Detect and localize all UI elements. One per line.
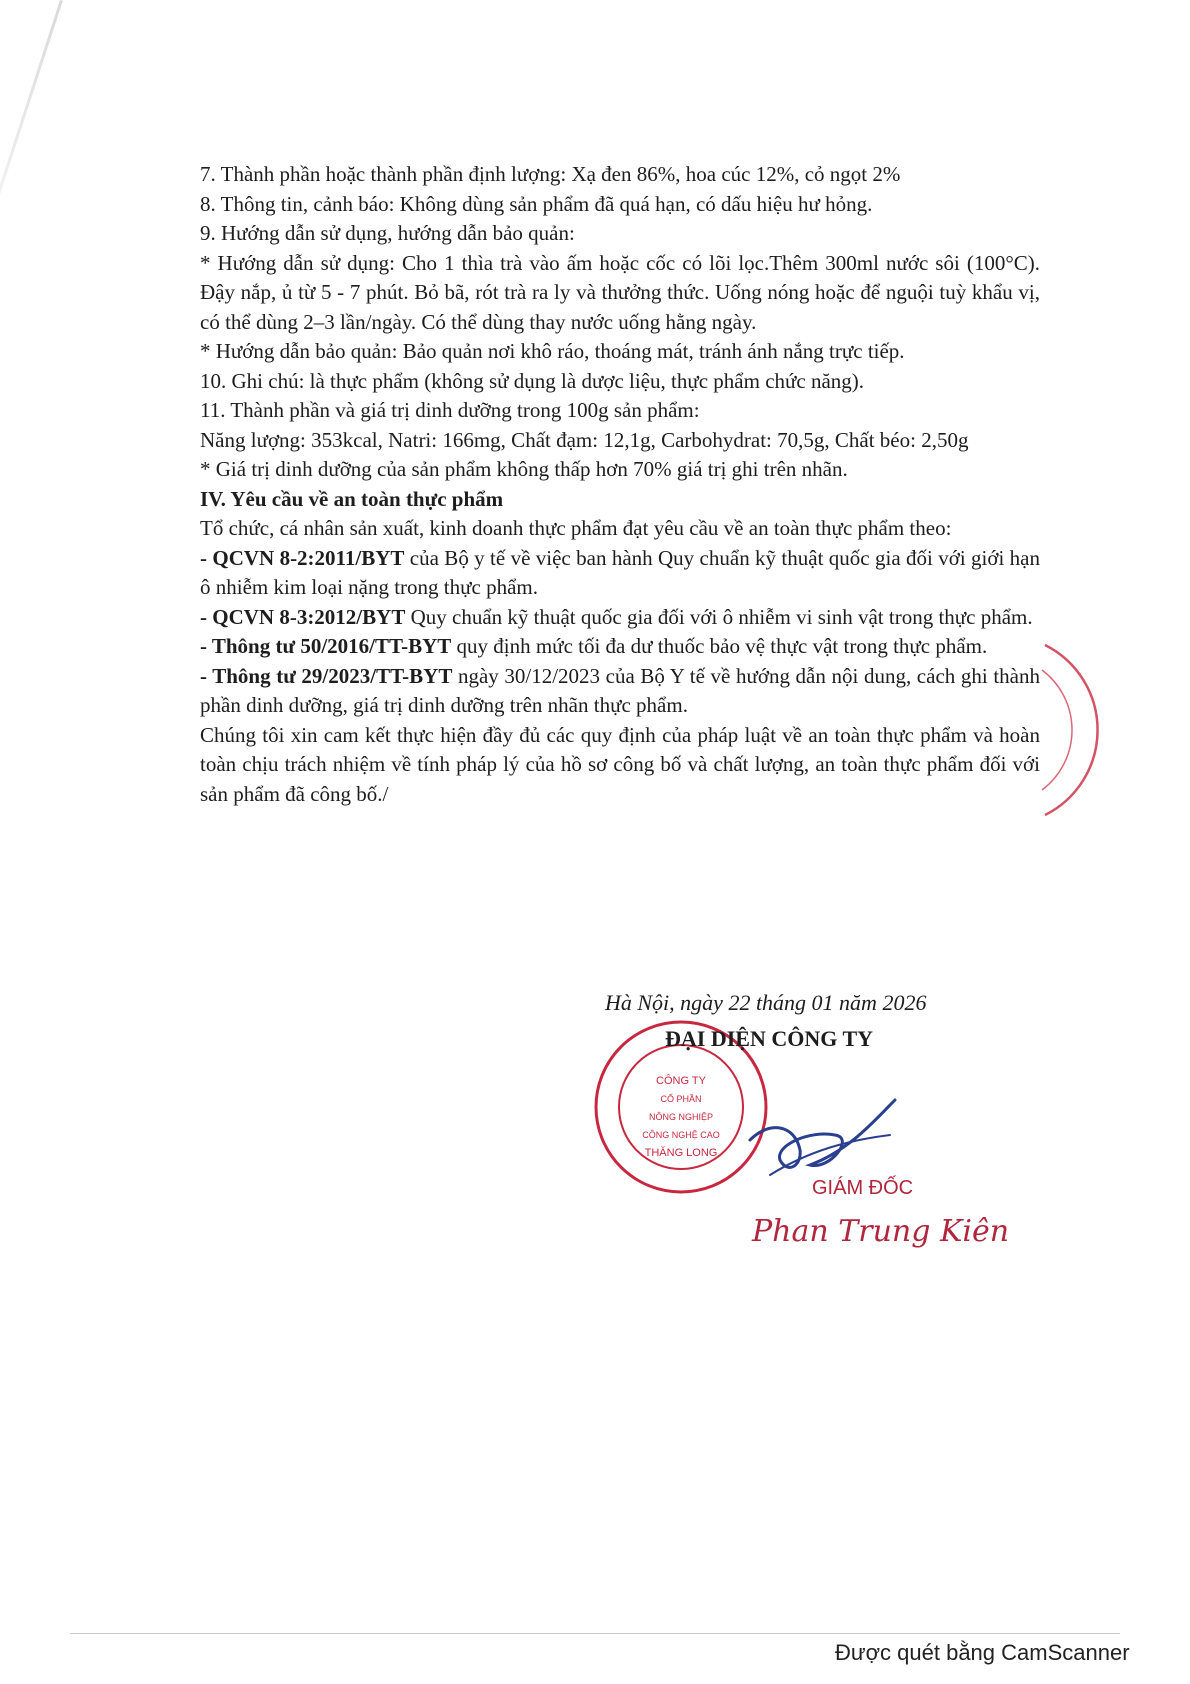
usage-instructions: * Hướng dẫn sử dụng: Cho 1 thìa trà vào ấm hoặc cốc có lõi lọc.Thêm 300ml nước sôi (100°C). Đậy nắp, ủ từ 5 - 7 phút. Bỏ bã, rót trà ra ly và thưởng thức. Uống nóng hoặc để nguội tuỳ khẩu vị, có thể dùng 2–3 lần/ngày. Có thể dùng thay nước uống hằng ngày. — [200, 250, 1040, 334]
scan-artifact-line — [0, 0, 63, 305]
regulation-code: - Thông tư 50/2016/TT-BYT — [200, 634, 452, 658]
item-10: 10. Ghi chú: là thực phẩm (không sử dụng là dược liệu, thực phẩm chức năng). — [200, 368, 865, 393]
regulation-text: ngày 30/12/2023 của Bộ Y tế về hướng dẫn nội dung, cách ghi thành phần dinh dưỡng, giá trị dinh dưỡng trên nhãn thực phẩm. — [200, 663, 1040, 717]
regulation-text: quy định mức tối đa dư thuốc bảo vệ thực vật trong thực phẩm. — [451, 634, 988, 658]
director-signature — [740, 1080, 900, 1190]
section-4-intro: Tổ chức, cá nhân sản xuất, kinh doanh thực phẩm đạt yêu cầu về an toàn thực phẩm theo: — [200, 516, 952, 540]
regulation-item — [200, 603, 1040, 633]
regulation-code: - Thông tư 29/2023/TT-BYT — [200, 663, 453, 688]
stamp-line: NÔNG NGHIỆP — [648, 1112, 714, 1122]
storage-instructions: * Hướng dẫn bảo quản: Bảo quản nơi khô ráo, thoáng mát, tránh ánh nắng trực tiếp. — [200, 339, 905, 363]
regulation-item — [200, 632, 1040, 662]
partial-seal-edge — [1040, 640, 1100, 820]
item-8: 8. Thông tin, cảnh báo: Không dùng sản phẩm đã quá hạn, có dấu hiệu hư hỏng. — [200, 191, 873, 216]
stamp-line: CÔNG NGHỆ CAO — [642, 1130, 720, 1140]
section-4-heading: IV. Yêu cầu về an toàn thực phẩm — [200, 486, 504, 511]
stamp-line: CÔNG TY — [656, 1075, 706, 1087]
nutrition-note: * Giá trị dinh dưỡng của sản phẩm không thấp hơn 70% giá trị ghi trên nhãn. — [200, 457, 848, 481]
document-body — [200, 160, 1040, 809]
regulation-code: - QCVN 8-3:2012/BYT — [200, 604, 406, 629]
stamp-line: THĂNG LONG — [644, 1147, 718, 1159]
item-11: 11. Thành phần và giá trị dinh dưỡng trong 100g sản phẩm: — [200, 398, 700, 422]
director-title: GIÁM ĐỐC — [812, 1177, 914, 1199]
footer-divider — [70, 1633, 1120, 1634]
item-7: 7. Thành phần hoặc thành phần định lượng: Xạ đen 86%, hoa cúc 12%, cỏ ngọt 2% — [200, 162, 901, 186]
nutrition-values: Năng lượng: 353kcal, Natri: 166mg, Chất đạm: 12,1g, Carbohydrat: 70,5g, Chất béo: 2,50g — [200, 427, 969, 452]
representative-title: ĐẠI DIỆN CÔNG TY — [665, 1026, 874, 1051]
regulation-text: của Bộ y tế về việc ban hành Quy chuẩn kỹ thuật quốc gia đối với giới hạn ô nhiễm kim loại nặng trong thực phẩm. — [200, 545, 1040, 599]
date-line: Hà Nội, ngày 22 tháng 01 năm 2026 — [605, 990, 927, 1015]
regulation-code: - QCVN 8-2:2011/BYT — [200, 545, 405, 570]
director-name: Phan Trung Kiên — [752, 1214, 1010, 1249]
item-9: 9. Hướng dẫn sử dụng, hướng dẫn bảo quản: — [200, 221, 575, 245]
commitment-paragraph: Chúng tôi xin cam kết thực hiện đầy đủ các quy định của pháp luật về an toàn thực phẩm và hoàn toàn chịu trách nhiệm về tính pháp lý của hồ sơ công bố và chất lượng, an toàn thực phẩm đối với sản phẩm đã công bố./ — [200, 722, 1040, 806]
regulation-item — [200, 662, 1040, 721]
regulation-item — [200, 544, 1040, 603]
stamp-line: CỔ PHẦN — [660, 1094, 702, 1104]
regulation-text: Quy chuẩn kỹ thuật quốc gia đối với ô nhiễm vi sinh vật trong thực phẩm. — [405, 604, 1033, 629]
scanner-watermark: Được quét bằng CamScanner — [835, 1640, 1130, 1665]
